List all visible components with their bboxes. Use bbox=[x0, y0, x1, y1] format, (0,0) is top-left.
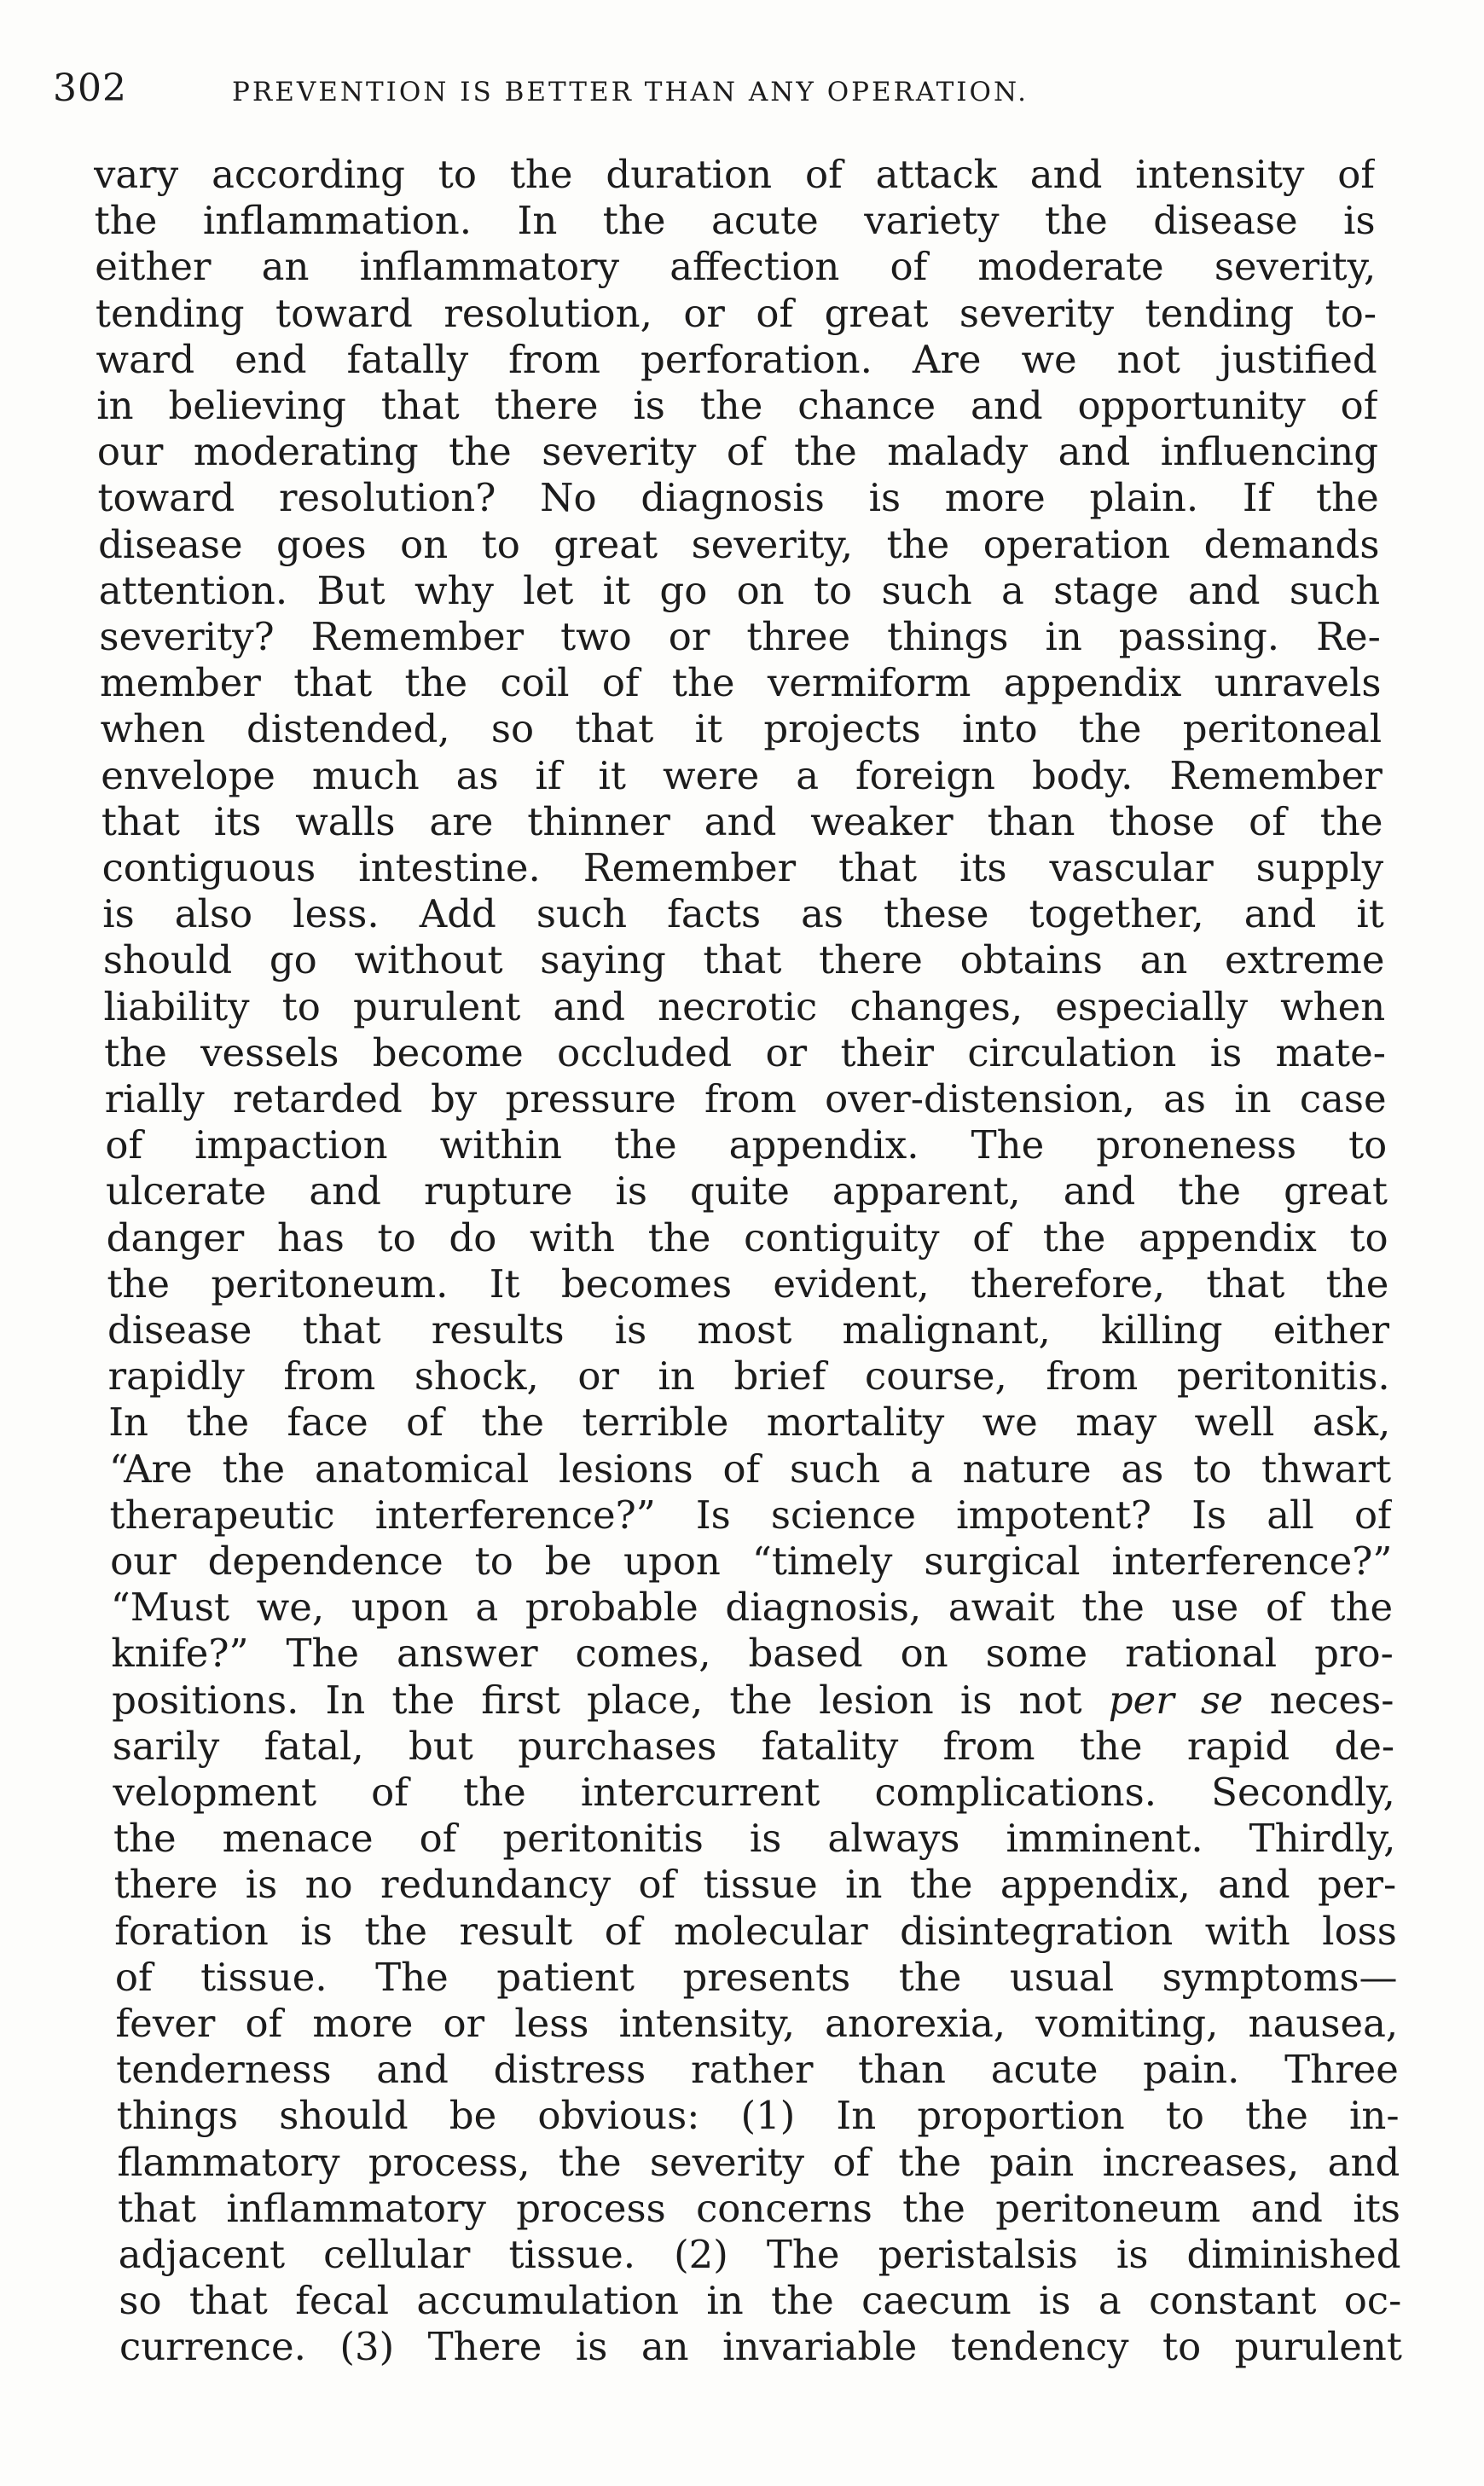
text-line: currence. (3) There is an invariable tendency to purulent bbox=[119, 2324, 1402, 2370]
text-line: knife?” The answer comes, based on some rational pro- bbox=[111, 1631, 1394, 1677]
text-line: member that the coil of the vermiform appendix unravels bbox=[100, 660, 1382, 706]
text-line: velopment of the intercurrent complications. Secondly, bbox=[113, 1770, 1395, 1815]
text-line: sarily fatal, but purchases fatality from the rapid de- bbox=[112, 1723, 1395, 1769]
text-line: liability to purulent and necrotic changes, especially when bbox=[103, 983, 1386, 1029]
text-line: the inflammation. In the acute variety the disease is bbox=[94, 198, 1376, 244]
text-line: the menace of peritonitis is always imminent. Thirdly, bbox=[113, 1816, 1396, 1862]
text-line: the vessels become occluded or their circulation is mate- bbox=[104, 1029, 1386, 1075]
text-line: contiguous intestine. Remember that its vascular supply bbox=[101, 845, 1384, 890]
text-line: there is no redundancy of tissue in the appendix, and per- bbox=[113, 1862, 1397, 1908]
text-line: of tissue. The patient presents the usual symptoms— bbox=[114, 1954, 1398, 2000]
text-line: disease goes on to great severity, the operation demands bbox=[98, 521, 1380, 567]
text-line: rially retarded by pressure from over-distension, as in case bbox=[104, 1076, 1387, 1121]
running-title: PREVENTION IS BETTER THAN ANY OPERATION. bbox=[232, 77, 1029, 107]
text-line: foration is the result of molecular disintegration with loss bbox=[114, 1908, 1397, 1954]
text-line: is also less. Add such facts as these together, and it bbox=[102, 891, 1384, 937]
text-line: fever of more or less intensity, anorexia, vomiting, nausea, bbox=[115, 2001, 1399, 2046]
text-line: adjacent cellular tissue. (2) The peristalsis is diminished bbox=[118, 2232, 1401, 2277]
text-line: toward resolution? No diagnosis is more plain. If the bbox=[97, 475, 1379, 521]
text-line: when distended, so that it projects into the peritoneal bbox=[100, 706, 1383, 752]
text-line: vary according to the duration of attack and intensity of bbox=[94, 152, 1375, 197]
text-line: disease that results is most malignant, killing either bbox=[107, 1307, 1390, 1353]
text-line: In the face of the terrible mortality we may well ask, bbox=[108, 1399, 1391, 1446]
text-line: that inflammatory process concerns the peritoneum and its bbox=[118, 2185, 1400, 2231]
text-line: danger has to do with the contiguity of the appendix to bbox=[106, 1214, 1388, 1260]
text-line: positions. In the first place, the lesion is not per se neces- bbox=[112, 1677, 1394, 1723]
text-line: rapidly from shock, or in brief course, from peritonitis. bbox=[107, 1353, 1390, 1399]
text-line: things should be obvious: (1) In proportion to the in- bbox=[116, 2093, 1400, 2139]
italic-phrase: per se bbox=[1108, 1677, 1243, 1723]
text-line: therapeutic interference?” Is science impotent? Is all of bbox=[109, 1492, 1392, 1538]
text-line: the peritoneum. It becomes evident, therefore, that the bbox=[107, 1260, 1389, 1307]
text-line: of impaction within the appendix. The proneness to bbox=[105, 1122, 1388, 1168]
text-line: our moderating the severity of the malady and influencing bbox=[96, 429, 1379, 475]
text-line: attention. But why let it go on to such a stage and such bbox=[98, 567, 1381, 613]
page-header bbox=[53, 67, 1383, 118]
text-line: ulcerate and rupture is quite apparent, and the great bbox=[106, 1168, 1388, 1214]
text-line: should go without saying that there obtains an extreme bbox=[102, 937, 1385, 983]
text-line: “Are the anatomical lesions of such a nature as to thwart bbox=[108, 1446, 1392, 1492]
text-line: either an inflammatory affection of moderate severity, bbox=[95, 244, 1377, 290]
text-line: so that fecal accumulation in the caecum is a constant oc- bbox=[119, 2278, 1402, 2324]
text-line: tenderness and distress rather than acute pain. Three bbox=[116, 2047, 1399, 2093]
text-line: our dependence to be upon “timely surgical interference?” bbox=[110, 1539, 1393, 1584]
text-line: envelope much as if it were a foreign body. Remember bbox=[101, 752, 1383, 798]
text-line: severity? Remember two or three things in passing. Re- bbox=[99, 614, 1381, 659]
text-line: that its walls are thinner and weaker than those of the bbox=[101, 798, 1383, 844]
text-line: ward end fatally from perforation. Are we not justified bbox=[96, 336, 1377, 382]
text-line: flammatory process, the severity of the pain increases, and bbox=[117, 2139, 1400, 2185]
text-line: “Must we, upon a probable diagnosis, await the use of the bbox=[110, 1585, 1394, 1631]
text-line: tending toward resolution, or of great severity tending to- bbox=[95, 290, 1377, 336]
page-number: 302 bbox=[53, 67, 127, 110]
text-line: in believing that there is the chance and opportunity of bbox=[96, 383, 1378, 428]
